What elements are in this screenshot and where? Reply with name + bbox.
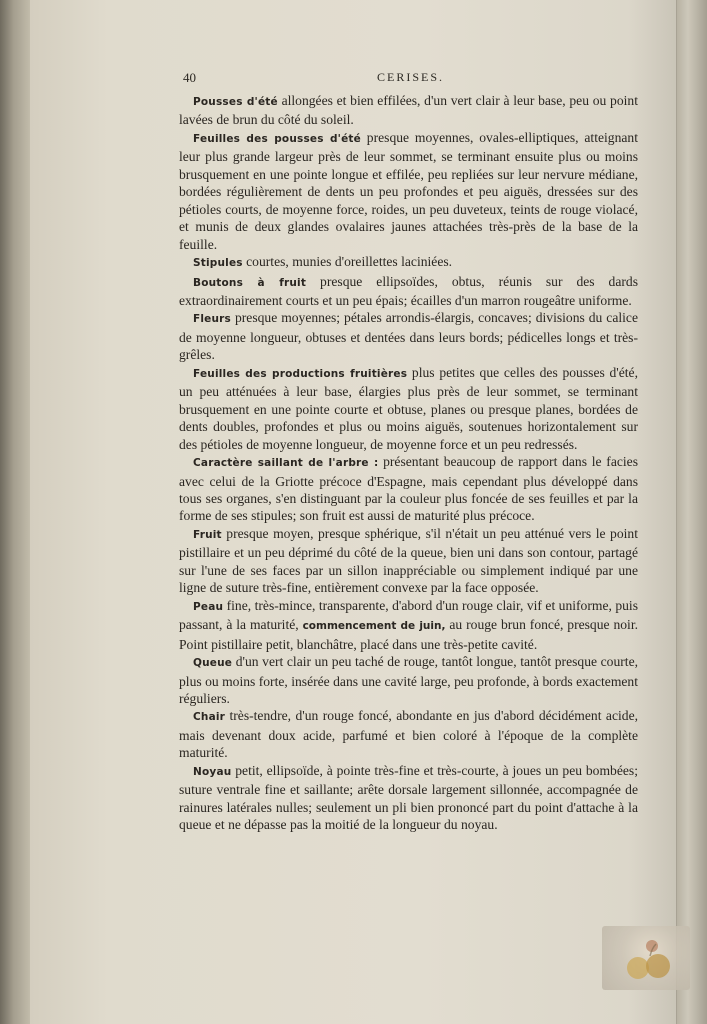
paragraph-lead: Stipules [193,257,243,270]
paragraph-boutons [179,273,638,310]
paragraph-chair [179,707,638,761]
paragraph-text: allongées et bien effilées, d'un vert clair à leur base, peu ou point lavées de brun du côté du soleil. [179,93,638,128]
paragraph-lead: Pousses d'été [193,96,278,108]
paragraph-noyau [179,762,638,834]
paragraph-text: plus petites que celles des pousses d'été, un peu atténuées à leur base, élargies plus près de leur sommet, se terminant brusquement en une pointe courte et obtuse, planes ou presque planes, bordées de dents doubles, profondes et plus ou moins aiguës, soutenues horizontalement sur des pétioles de moyenne longueur, de moyenne force et un peu redressés. [179,364,638,452]
library-stamp [602,926,690,990]
paragraph-lead: Queue [193,657,233,670]
paragraph-feuilles-pousses [179,129,638,253]
paragraph-text: d'un vert clair un peu taché de rouge, tantôt longue, tantôt presque courte, plus ou moins forte, insérée dans une cavité large, peu profonde, à bords exactement réguliers. [179,654,638,706]
paragraph-text: presque ellipsoïdes, obtus, réunis sur des dards extraordinairement courts et un peu épais; écailles d'un marron rougeâtre uniforme. [179,273,638,308]
body-text [179,92,638,834]
paragraph-feuilles-productions [179,364,638,453]
paragraph-lead: Fruit [193,528,222,541]
paragraph-lead: Chair [193,711,226,724]
paragraph-text: présentant beaucoup de rapport dans le facies avec celui de la Griotte précoce d'Espagne, mais cependant plus développé dans tous ses organes, s'en distinguant par la couleur plus foncée de ses feuilles et par la forme de ses stipules; son fruit est aussi de maturité plus précoce. [179,454,638,524]
paragraph-lead: Fleurs [193,313,231,326]
paragraph-peau [179,597,638,653]
paragraph-lead: Feuilles des pousses d'été [193,132,361,145]
paragraph-text-after: au rouge brun foncé, presque noir. Point pistillaire petit, blanchâtre, placé dans une très-petite cavité. [179,617,638,652]
paragraph-caractere [179,453,638,525]
paragraph-lead: Peau [193,600,224,613]
running-title: CERISES. [376,70,444,84]
paragraph-text: fine, très-mince, transparente, d'abord d'un rouge clair, vif et uniforme, puis passant, à la maturité, [179,597,638,633]
paragraph-text: courtes, munies d'oreillettes laciniées. [242,254,453,270]
fruit-stamp-icon [602,926,690,990]
next-page-edge [676,0,707,1024]
paragraph-lead: Caractère saillant de l'arbre : [193,457,379,470]
paragraph-text: presque moyen, presque sphérique, s'il n'était un peu atténué vers le point pistillaire et un peu déprimé du côté de la queue, bien uni dans son contour, partagé sur l'une de ses faces par un sillon inappréciable ou simplement indiqué par une ligne de suture très-fine, entièrement convexe par la face opposée. [179,525,638,596]
page-number: 40 [183,70,196,85]
ripening-date: commencement de juin, [302,620,446,633]
paragraph-text: presque moyennes, ovales-elliptiques, atteignant leur plus grande largeur près de leur sommet, se terminant ensuite plus ou moins brusquement en une pointe longue et effilée, peu repliées sur leur nervure médiane, bordées régulièrement de dents un peu profondes et peu aiguës, dressées sur des pétioles courts, de moyenne force, roides, un peu duveteux, teints de rouge violacé, et munis de deux glandes ovalaires jaunes attachées très-près de la base de la feuille. [179,129,638,252]
paragraph-lead: Noyau [193,765,232,778]
paragraph-text: très-tendre, d'un rouge foncé, abondante en jus d'abord décidément acide, mais devenant doux acide, parfumé et bien coloré à l'époque de la complète maturité. [179,708,638,761]
paragraph-lead: Boutons à fruit [193,276,307,289]
paragraph-text: petit, ellipsoïde, à pointe très-fine et très-courte, à joues un peu bombées; suture ventrale fine et saillante; arête dorsale largement sillonnée, accompagnée de rainures latérales nulles; seulement un pli bien prononcé part du point d'attache à la queue et ne dépasse pas la moitié de la longueur du noyau. [179,762,638,833]
paragraph-lead: Feuilles des productions fruitières [193,367,408,380]
paragraph-queue [179,653,638,707]
paragraph-text: presque moyennes; pétales arrondis-élargis, concaves; divisions du calice de moyenne longueur, obtuses et dentées dans leurs bords; pédicelles longs et très-grêles. [179,310,638,363]
book-spine-edge [0,0,34,1024]
paragraph-fruit [179,525,638,597]
paragraph-stipules [179,253,638,272]
page-header [183,70,638,90]
paragraph-pousses [179,92,638,129]
paragraph-fleurs [179,309,638,363]
